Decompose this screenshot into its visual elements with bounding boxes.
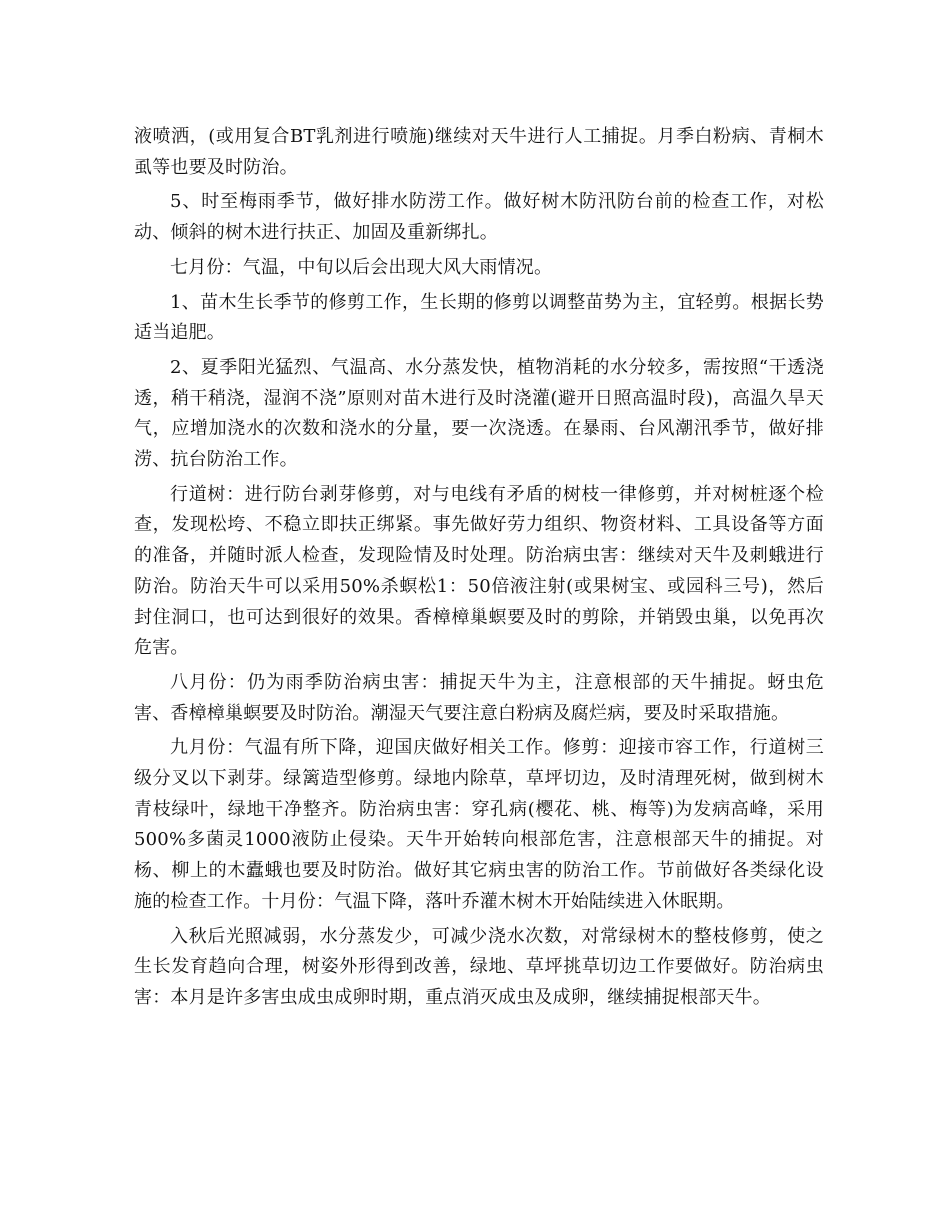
- paragraph-1: 液喷洒，(或用复合BT乳剂进行喷施)继续对天牛进行人工捕捉。月季白粉病、青桐木虱等也要及时防治。: [134, 126, 824, 178]
- document-body: [134, 122, 824, 1018]
- paragraph-3: 七月份：气温，中旬以后会出现大风大雨情况。: [170, 256, 553, 278]
- paragraph-5: 2、夏季阳光猛烈、气温高、水分蒸发快，植物消耗的水分较多，需按照“干透浇透，稍干稍浇，湿润不浇”原则对苗木进行及时浇灌(避开日照高温时段)，高温久旱天气，应增加浇水的次数和浇水的分量，要一次浇透。在暴雨、台风潮汛季节，做好排涝、抗台防治工作。: [134, 356, 824, 471]
- paragraph-4: 1、苗木生长季节的修剪工作，生长期的修剪以调整苗势为主，宜轻剪。根据长势适当追肥。: [134, 291, 824, 344]
- paragraph-7: 八月份：仍为雨季防治病虫害：捕捉天牛为主，注意根部的天牛捕捉。蚜虫危害、香樟樟巢螟要及时防治。潮湿天气要注意白粉病及腐烂病，要及时采取措施。: [134, 671, 824, 724]
- paragraph-6: 行道树：进行防台剥芽修剪，对与电线有矛盾的树枝一律修剪，并对树桩逐个检查，发现松垮、不稳立即扶正绑紧。事先做好劳力组织、物资材料、工具设备等方面的准备，并随时派人检查，发现险情及时处理。防治病虫害：继续对天牛及刺蛾进行防治。防治天牛可以采用50%杀螟松1：50倍液注射(或果树宝、或园科三号)，然后封住洞口，也可达到很好的效果。香樟樟巢螟要及时的剪除，并销毁虫巢，以免再次危害。: [134, 483, 824, 659]
- paragraph-2: 5、时至梅雨季节，做好排水防涝工作。做好树木防汛防台前的检查工作，对松动、倾斜的树木进行扶正、加固及重新绑扎。: [134, 191, 824, 244]
- paragraph-9: 入秋后光照减弱，水分蒸发少，可减少浇水次数，对常绿树木的整枝修剪，使之生长发育趋向合理，树姿外形得到改善，绿地、草坪挑草切边工作要做好。防治病虫害：本月是许多害虫成虫成卵时期，重点消灭成虫及成卵，继续捕捉根部天牛。: [134, 925, 824, 1008]
- paragraph-8: 九月份：气温有所下降，迎国庆做好相关工作。修剪：迎接市容工作，行道树三级分叉以下剥芽。绿篱造型修剪。绿地内除草，草坪切边，及时清理死树，做到树木青枝绿叶，绿地干净整齐。防治病虫害：穿孔病(樱花、桃、梅等)为发病高峰，采用500%多菌灵1000液防止侵染。天牛开始转向根部危害，注意根部天牛的捕捉。对杨、柳上的木蠹蛾也要及时防治。做好其它病虫害的防治工作。节前做好各类绿化设施的检查工作。十月份：气温下降，落叶乔灌木树木开始陆续进入休眠期。: [134, 737, 824, 912]
